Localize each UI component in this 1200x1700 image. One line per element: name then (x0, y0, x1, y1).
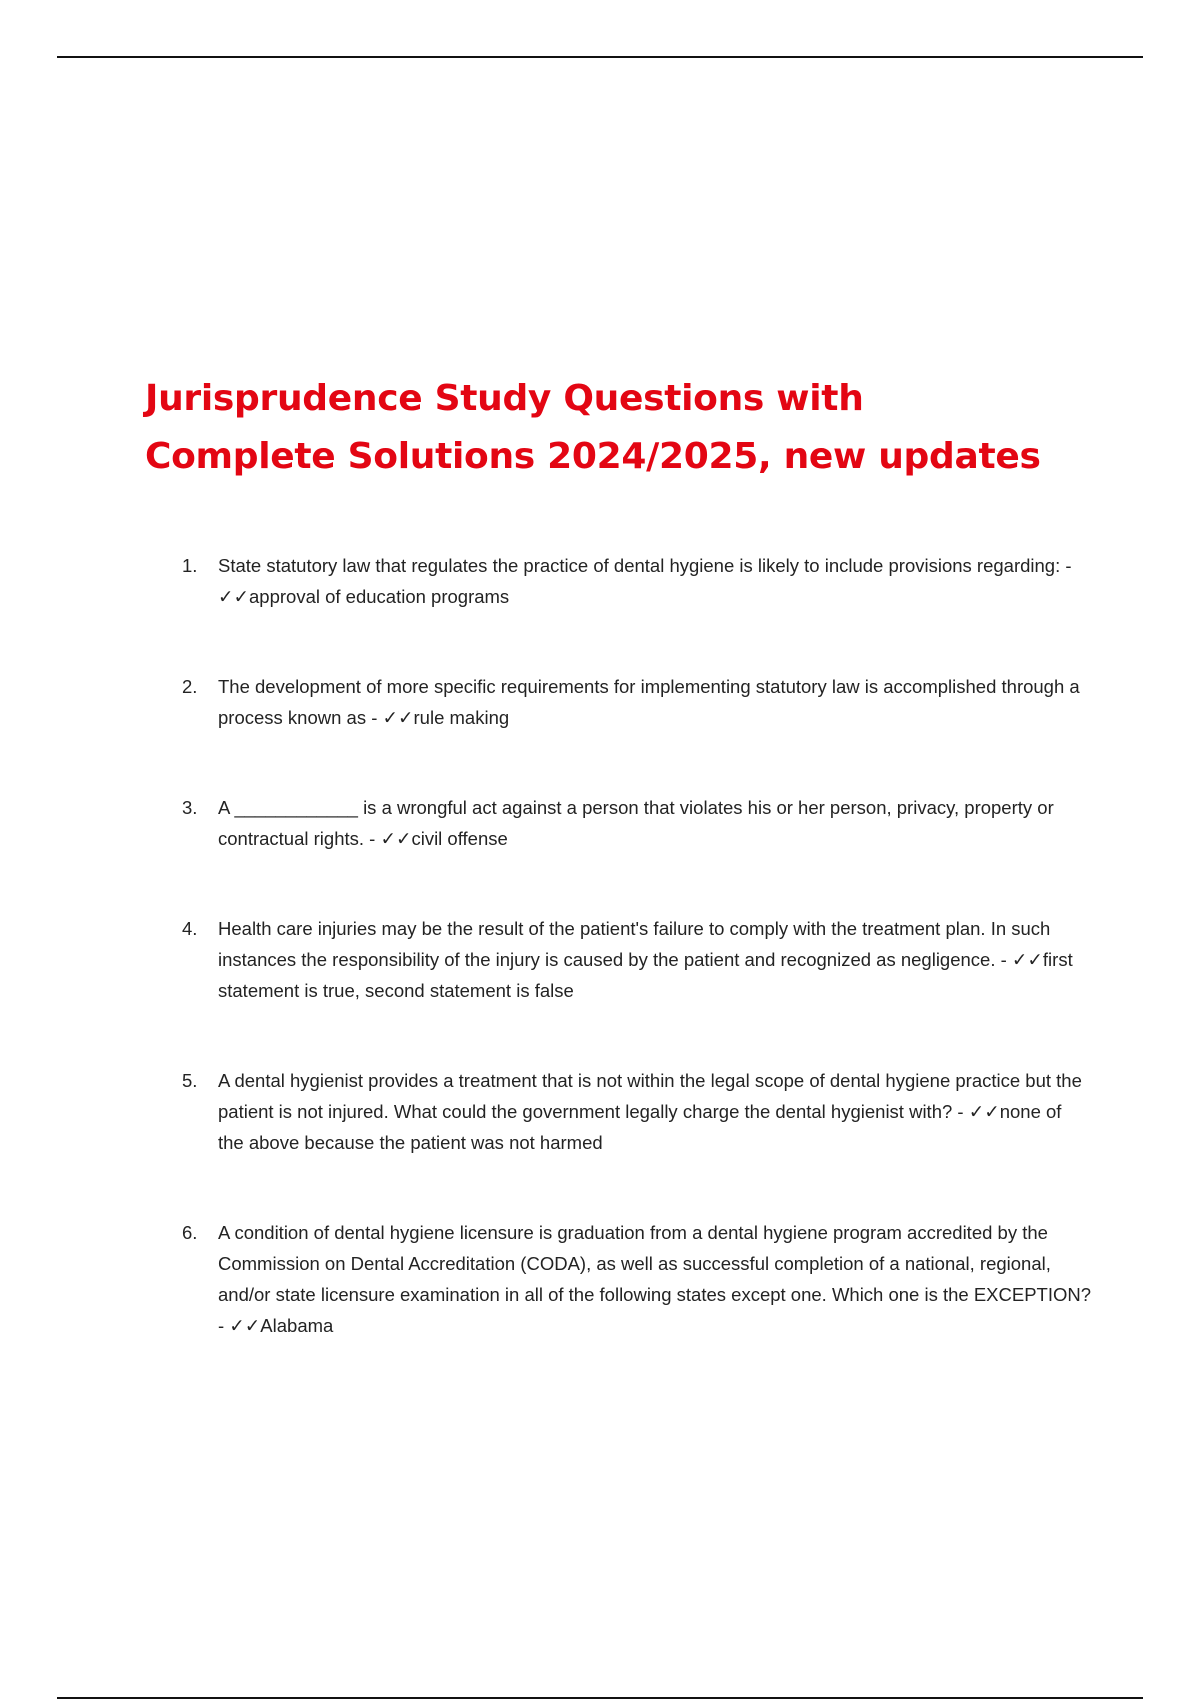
question-text: A ____________ is a wrongful act against a person that violates his or her person, privacy, property or contractual rights. - ✓✓civil offense (218, 797, 1054, 849)
question-number: 3. (182, 797, 198, 818)
question-text: Health care injuries may be the result of the patient's failure to comply with the treatment plan. In such instances the responsibility of the injury is caused by the patient and recognized as negligence. - ✓✓first statement is true, second statement is false (218, 918, 1073, 1001)
question-text: A condition of dental hygiene licensure is graduation from a dental hygiene program accredited by the Commission on Dental Accreditation (CODA), as well as successful completion of a national, regional, and/or state licensure examination in all of the following states except one. Which one is the EXCEPTION? - ✓✓Alabama (218, 1222, 1092, 1336)
question-text: The development of more specific requirements for implementing statutory law is accomplished through a process known as - ✓✓rule making (218, 676, 1080, 728)
question-item-4 (182, 913, 1092, 1006)
question-number: 2. (182, 676, 198, 697)
question-text: A dental hygienist provides a treatment that is not within the legal scope of dental hygiene practice but the patient is not injured. What could the government legally charge the dental hygienist with? - ✓✓none of the above because the patient was not harmed (218, 1070, 1082, 1153)
question-item-1 (182, 550, 1092, 612)
question-item-2 (182, 671, 1092, 733)
question-item-3 (182, 792, 1092, 854)
question-item-6 (182, 1217, 1092, 1341)
question-number: 5. (182, 1070, 198, 1091)
bottom-divider (57, 1697, 1143, 1699)
question-number: 6. (182, 1222, 198, 1243)
question-item-5 (182, 1065, 1092, 1158)
question-text: State statutory law that regulates the practice of dental hygiene is likely to include provisions regarding: - ✓✓approval of education programs (218, 555, 1072, 607)
question-number: 4. (182, 918, 198, 939)
top-divider (57, 56, 1143, 58)
question-list (182, 550, 1092, 1341)
document-title: Jurisprudence Study Questions with Complete Solutions 2024/2025, new updates (145, 378, 1041, 477)
question-number: 1. (182, 555, 198, 576)
